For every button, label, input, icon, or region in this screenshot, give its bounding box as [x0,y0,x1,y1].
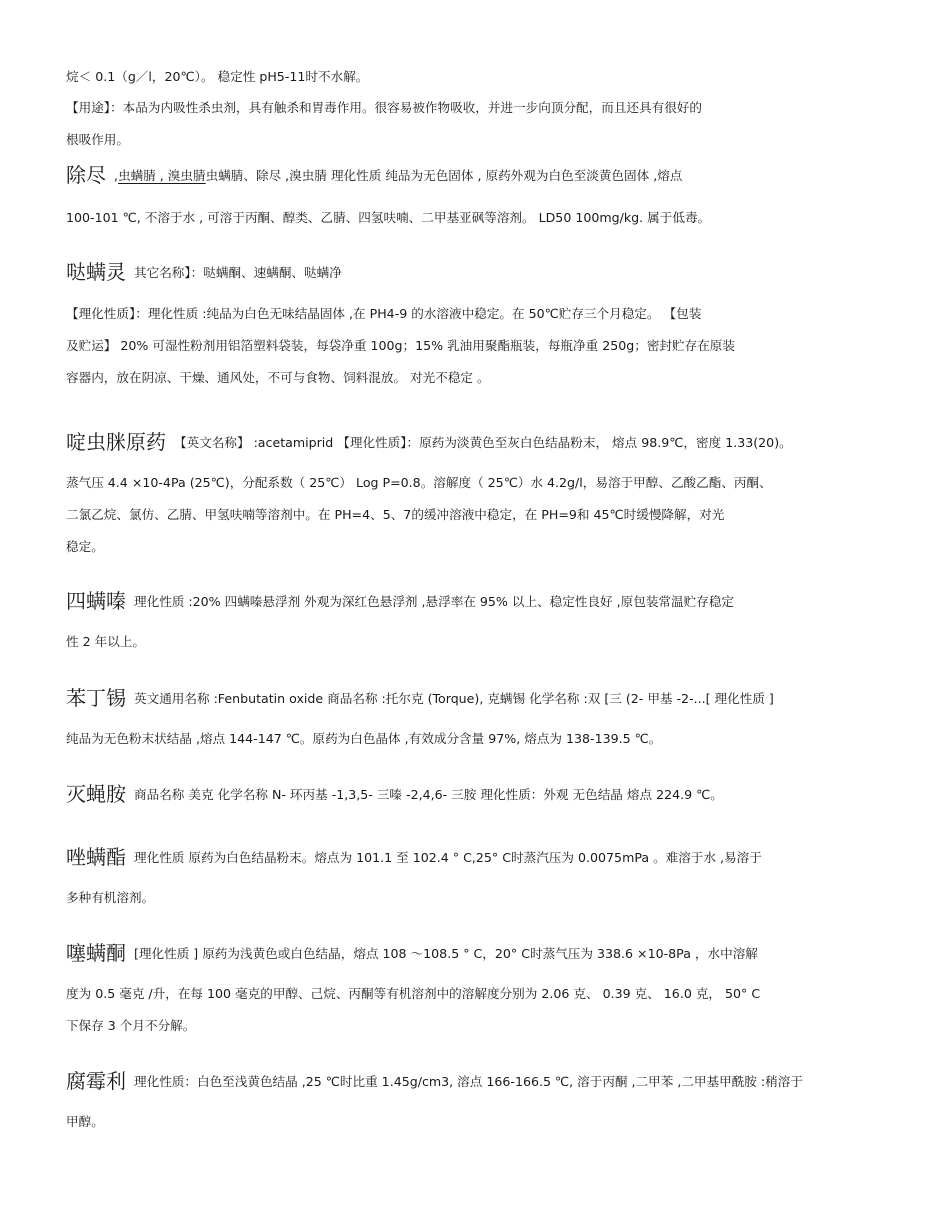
entry-fenpyroximate-line-2: 多种有机溶剂。 [66,890,155,905]
entry-cyromazine-line-1 [66,782,910,806]
entry-fenbutatin-line-1 [66,686,910,710]
entry-text: , [114,168,119,183]
entry-chujin-line-2: 100-101 ℃, 不溶于水 , 可溶于丙酮、醇类、乙腈、四氢呋喃、二甲基亚砜等溶剂。 LD50 100mg/kg. 属于低毒。 [66,210,711,225]
entry-hexythiazox-line-1 [66,941,910,965]
entry-title: 唑螨酯 [66,845,126,869]
entry-text: 理化性质：白色至浅黄色结晶 ,25 ℃时比重 1.45g/cm3, 溶点 166-166.5 ℃, 溶于丙酮 ,二甲苯 ,二甲基甲酰胺 :稍溶于 [134,1074,803,1089]
entry-damanling-line-1 [66,260,910,284]
entry-text: 英文通用名称 :Fenbutatin oxide 商品名称 :托尔克 (Torque), 克螨锡 化学名称 :双 [三 (2- 甲基 -2-...[ 理化性质 ] [134,691,774,706]
entry-fenpyroximate-line-1 [66,845,910,869]
entry-simanqin-line-1 [66,589,910,613]
entry-text: 虫螨腈、除尽 ,溴虫腈 理化性质 纯品为无色固体 , 原药外观为白色至淡黄色固体 ,熔点 [205,168,683,183]
entry-damanling-line-4: 容器内，放在阴凉、干燥、通风处，不可与食物、饲料混放。 对光不稳定 。 [66,370,490,385]
entry-procymidone-line-2: 甲醇。 [66,1114,104,1129]
entry-text: 【英文名称】 :acetamiprid 【理化性质】：原药为淡黄色至灰白色结晶粉末， 熔点 98.9℃，密度 1.33(20)。 [174,435,792,450]
entry-title: 灭蝇胺 [66,782,126,806]
entry-chujin-line-1 [66,163,910,187]
entry-damanling-line-2: 【理化性质】：理化性质 :纯品为白色无味结晶固体 ,在 PH4-9 的水溶液中稳定。在 50℃贮存三个月稳定。 【包装 [66,306,702,321]
entry-title: 腐霉利 [66,1069,126,1093]
entry-title: 啶虫脒原药 [66,430,166,454]
entry-title: 哒螨灵 [66,260,126,284]
entry-title: 噻螨酮 [66,941,126,965]
intro-line-3: 根吸作用。 [66,132,129,147]
entry-text: 理化性质 原药为白色结晶粉末。熔点为 101.1 至 102.4 ° C,25° C时蒸汽压为 0.0075mPa 。难溶于水 ,易溶于 [134,850,762,865]
entry-text: 理化性质 :20% 四螨嗪悬浮剂 外观为深红色悬浮剂 ,悬浮率在 95% 以上、稳定性良好 ,原包装常温贮存稳定 [134,594,735,609]
entry-acetamiprid-line-1 [66,430,910,454]
entry-title: 除尽 [66,163,106,187]
entry-title: 苯丁锡 [66,686,126,710]
entry-text: 其它名称】：哒螨酮、速螨酮、哒螨净 [134,265,342,280]
intro-line-1: 烷＜ 0.1（g／l，20℃）。 稳定性 pH5-11时不水解。 [66,69,369,84]
entry-text: [理化性质 ] 原药为浅黄色或白色结晶，熔点 108 ～108.5 ° C，20° C时蒸气压为 338.6 ×10-8Pa ，水中溶解 [134,946,758,961]
entry-text: 商品名称 美克 化学名称 N- 环丙基 -1,3,5- 三嗪 -2,4,6- 三胺 理化性质：外观 无色结晶 熔点 224.9 ℃。 [134,787,723,802]
entry-damanling-line-3: 及贮运】 20% 可湿性粉剂用铝箔塑料袋装，每袋净重 100g；15% 乳油用聚酯瓶装，每瓶净重 250g；密封贮存在原装 [66,338,735,353]
entry-fenbutatin-line-2: 纯品为无色粉末状结晶 ,熔点 144-147 ℃。原药为白色晶体 ,有效成分含量 97%, 熔点为 138-139.5 ℃。 [66,731,662,746]
entry-title: 四螨嗪 [66,589,126,613]
entry-acetamiprid-line-4: 稳定。 [66,539,104,554]
entry-acetamiprid-line-3: 二氯乙烷、氯仿、乙腈、甲氢呋喃等溶剂中。在 PH=4、5、7的缓冲溶液中稳定，在 PH=9和 45℃时缓慢降解，对光 [66,507,725,522]
entry-acetamiprid-line-2: 蒸气压 4.4 ×10-4Pa (25℃)，分配系数（ 25℃） Log P=0.8。溶解度（ 25℃）水 4.2g/l，易溶于甲醇、乙酸乙酯、丙酮、 [66,475,772,490]
entry-procymidone-line-1 [66,1069,910,1093]
entry-hexythiazox-line-3: 下保存 3 个月不分解。 [66,1018,196,1033]
entry-hexythiazox-line-2: 度为 0.5 毫克 /升，在每 100 毫克的甲醇、己烷、丙酮等有机溶剂中的溶解度分别为 2.06 克、 0.39 克、 16.0 克， 50° C [66,986,761,1001]
entry-simanqin-line-2: 性 2 年以上。 [66,634,145,649]
intro-line-2: 【用途】：本品为内吸性杀虫剂，具有触杀和胃毒作用。很容易被作物吸收，并进一步向顶分配，而且还具有很好的 [66,100,702,115]
entry-underlined-text: 虫螨腈 , 溴虫腈 [118,168,206,183]
